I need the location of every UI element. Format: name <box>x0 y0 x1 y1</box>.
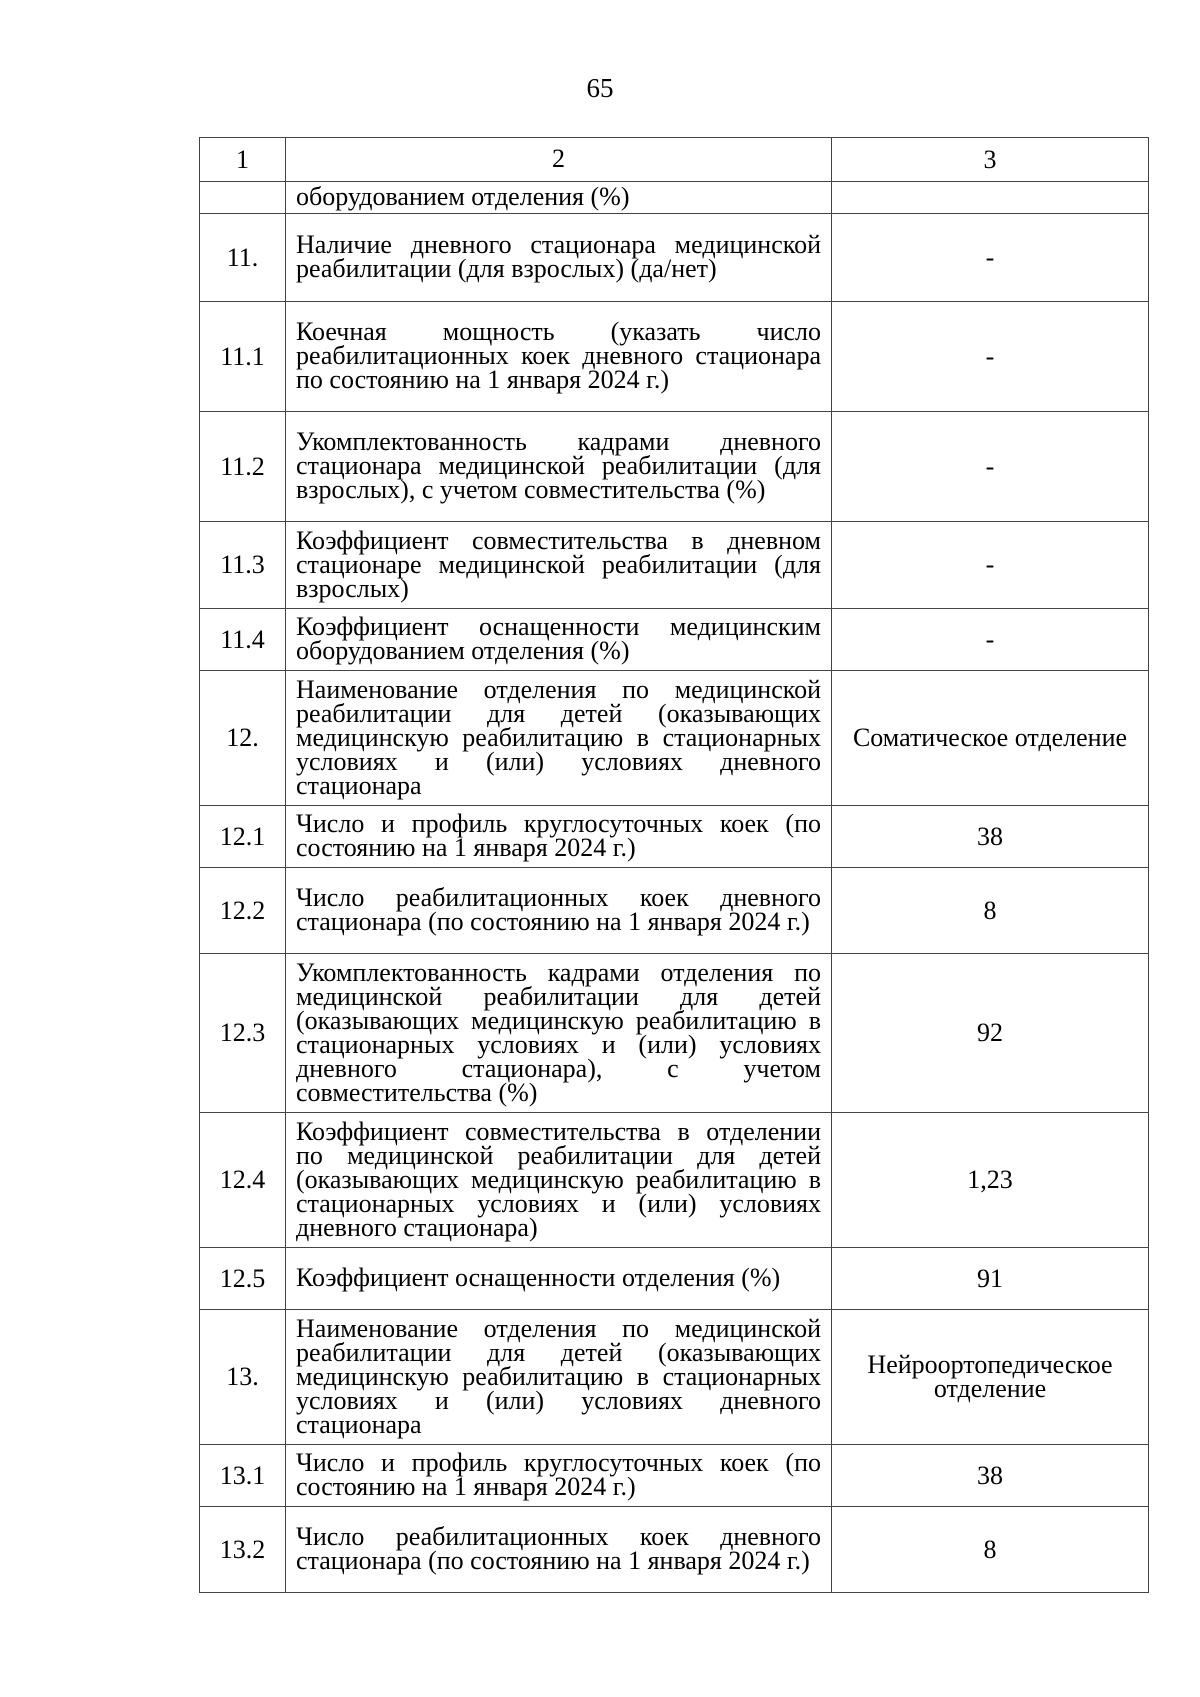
row-value-cell: 92 <box>832 954 1149 1113</box>
column-header-3: 3 <box>832 138 1149 182</box>
row-description-cell: Наименование отделения по медицинской реабилитации для детей (оказывающих медицинскую реабилитацию в стационарных условиях и (или) условиях дневного стационара <box>286 1310 832 1445</box>
row-description-cell: Коэффициент совместительства в отделении по медицинской реабилитации для детей (оказывающих медицинскую реабилитацию в стационарных условиях и (или) условиях дневного стационара) <box>286 1113 832 1248</box>
row-description-cell: Коечная мощность (указать число реабилитационных коек дневного стационара по состоянию на 1 января 2024 г.) <box>286 302 832 412</box>
indicators-table <box>199 137 1149 1593</box>
table-row <box>200 1310 1149 1445</box>
row-number-cell: 12.4 <box>200 1113 286 1248</box>
table-row-continuation <box>200 182 1149 214</box>
row-description-cell: Число реабилитационных коек дневного стационара (по состоянию на 1 января 2024 г.) <box>286 868 832 954</box>
row-value-cell: - <box>832 302 1149 412</box>
table-row <box>200 671 1149 806</box>
row-number-cell: 12.3 <box>200 954 286 1113</box>
row-value-cell: 8 <box>832 1507 1149 1593</box>
row-value-cell: 8 <box>832 868 1149 954</box>
row-description-cell: Число реабилитационных коек дневного стационара (по состоянию на 1 января 2024 г.) <box>286 1507 832 1593</box>
table-row <box>200 954 1149 1113</box>
row-description-cell: Коэффициент оснащенности отделения (%) <box>286 1248 832 1310</box>
row-value-cell: 1,23 <box>832 1113 1149 1248</box>
row-description-cell: Число и профиль круглосуточных коек (по состоянию на 1 января 2024 г.) <box>286 1445 832 1507</box>
row-number-cell <box>200 182 286 214</box>
table-row <box>200 1113 1149 1248</box>
row-number-cell: 13.1 <box>200 1445 286 1507</box>
column-header-2: 2 <box>286 138 832 182</box>
row-number-cell: 12.2 <box>200 868 286 954</box>
row-number-cell: 11.1 <box>200 302 286 412</box>
row-number-cell: 12.5 <box>200 1248 286 1310</box>
row-number-cell: 11.2 <box>200 412 286 522</box>
table-row <box>200 522 1149 609</box>
row-description-cell: оборудованием отделения (%) <box>286 182 832 214</box>
table-row <box>200 609 1149 671</box>
row-number-cell: 12.1 <box>200 806 286 868</box>
row-number-cell: 11.4 <box>200 609 286 671</box>
row-description-cell: Наличие дневного стационара медицинской реабилитации (для взрослых) (да/нет) <box>286 214 832 302</box>
row-number-cell: 12. <box>200 671 286 806</box>
table-row <box>200 1445 1149 1507</box>
table-row <box>200 214 1149 302</box>
row-value-cell: - <box>832 214 1149 302</box>
row-description-cell: Наименование отделения по медицинской реабилитации для детей (оказывающих медицинскую реабилитацию в стационарных условиях и (или) условиях дневного стационара <box>286 671 832 806</box>
row-value-cell: - <box>832 522 1149 609</box>
row-description-cell: Укомплектованность кадрами дневного стационара медицинской реабилитации (для взрослых), с учетом совместительства (%) <box>286 412 832 522</box>
row-value-cell: 91 <box>832 1248 1149 1310</box>
table-row <box>200 412 1149 522</box>
table-row <box>200 302 1149 412</box>
row-description-cell: Укомплектованность кадрами отделения по медицинской реабилитации для детей (оказывающих медицинскую реабилитацию в стационарных условиях и (или) условиях дневного стационара), с учетом совместительства (%) <box>286 954 832 1113</box>
page-number: 65 <box>586 73 614 103</box>
row-number-cell: 11.3 <box>200 522 286 609</box>
row-description-cell: Коэффициент совместительства в дневном стационаре медицинской реабилитации (для взрослых) <box>286 522 832 609</box>
row-value-cell: 38 <box>832 806 1149 868</box>
row-description-cell: Коэффициент оснащенности медицинским оборудованием отделения (%) <box>286 609 832 671</box>
table-row <box>200 868 1149 954</box>
row-value-cell: Нейроортопедическое отделение <box>832 1310 1149 1445</box>
row-description-cell: Число и профиль круглосуточных коек (по состоянию на 1 января 2024 г.) <box>286 806 832 868</box>
row-value-cell: - <box>832 412 1149 522</box>
row-value-cell: 38 <box>832 1445 1149 1507</box>
table-header-row <box>200 138 1149 182</box>
row-value-cell: - <box>832 609 1149 671</box>
row-number-cell: 11. <box>200 214 286 302</box>
row-number-cell: 13.2 <box>200 1507 286 1593</box>
column-header-1: 1 <box>200 138 286 182</box>
table-row <box>200 806 1149 868</box>
row-number-cell: 13. <box>200 1310 286 1445</box>
row-value-cell: Соматическое отделение <box>832 671 1149 806</box>
table-row <box>200 1248 1149 1310</box>
row-value-cell <box>832 182 1149 214</box>
table-row <box>200 1507 1149 1593</box>
